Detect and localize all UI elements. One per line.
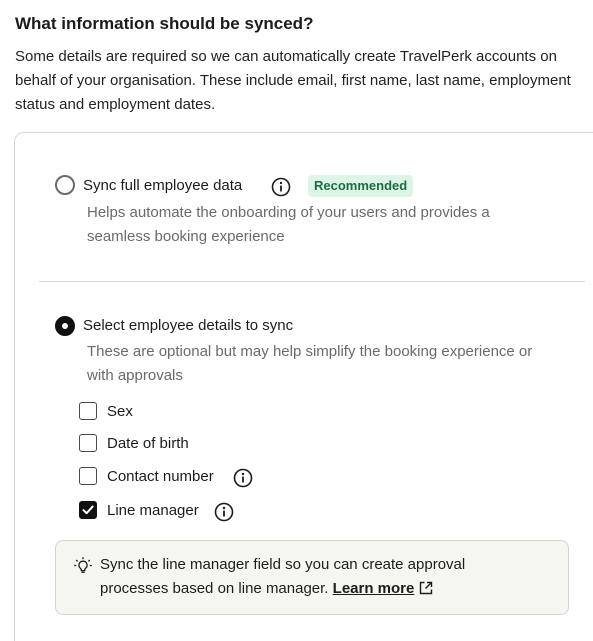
options-divider [39,281,585,282]
full-sync-description [87,201,490,249]
intro-line: status and employment dates. [15,96,216,113]
select-details-radio[interactable] [55,316,75,336]
lightbulb-icon [73,556,93,576]
full-sync-label[interactable]: Sync full employee data [83,177,243,194]
learn-more-link[interactable]: Learn more [332,580,415,597]
section-title: What information should be synced? [15,14,314,33]
tip-text [100,553,465,601]
sex-label[interactable]: Sex [107,403,133,420]
tip-line-prefix: processes based on line manager. [100,580,333,597]
select-details-label[interactable]: Select employee details to sync [83,317,294,334]
section-intro [15,45,593,117]
sex-checkbox[interactable] [79,402,97,420]
line-manager-tip [55,540,569,615]
contact-number-checkbox[interactable] [79,467,97,485]
description-line: These are optional but may help simplify the booking experience or [87,343,533,360]
full-sync-radio[interactable] [55,175,75,195]
description-line: seamless booking experience [87,228,285,245]
info-icon[interactable] [271,177,291,197]
description-line: with approvals [87,367,183,384]
date-of-birth-checkbox[interactable] [79,434,97,452]
tip-line [100,577,465,601]
line-manager-label[interactable]: Line manager [107,502,199,519]
tip-line: Sync the line manager field so you can create approval [100,556,466,573]
contact-number-label[interactable]: Contact number [107,468,214,485]
date-of-birth-label[interactable]: Date of birth [107,435,189,452]
intro-line: behalf of your organisation. These include email, first name, last name, employment [15,72,571,89]
description-line: Helps automate the onboarding of your users and provides a [87,204,490,221]
recommended-badge: Recommended [308,175,413,197]
intro-line: Some details are required so we can automatically create TravelPerk accounts on [15,48,557,65]
checkmark-icon [81,503,95,517]
info-icon[interactable] [214,502,234,522]
external-link-icon[interactable] [418,580,434,596]
select-details-description [87,340,532,388]
info-icon[interactable] [233,468,253,488]
line-manager-checkbox[interactable] [79,501,97,519]
